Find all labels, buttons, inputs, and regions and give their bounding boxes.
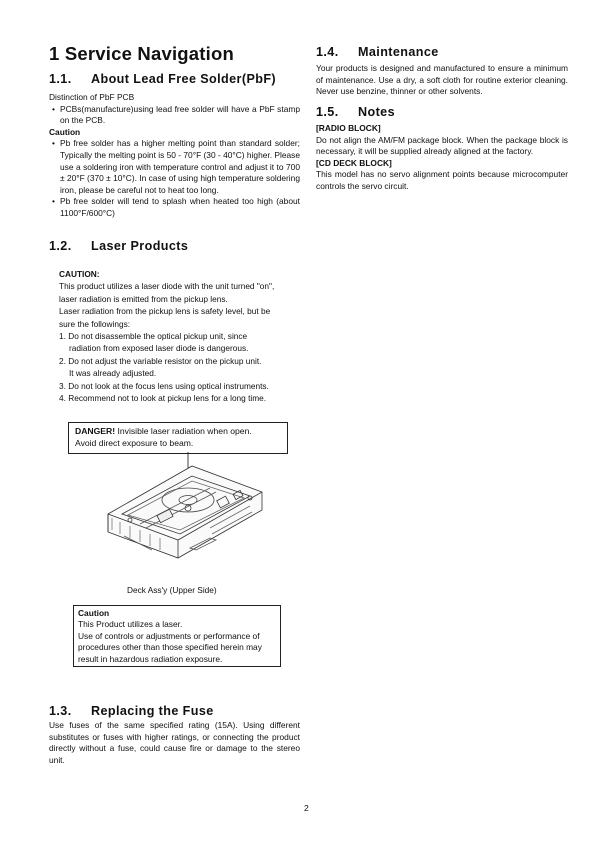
section-1-2-heading	[49, 239, 299, 253]
caution-box-title: Caution	[78, 608, 110, 618]
laser-line: 4. Recommend not to look at pickup lens for a long time.	[59, 393, 267, 404]
deck-assembly-illustration	[100, 452, 270, 577]
laser-line: This product utilizes a laser diode with the unit turned "on",	[59, 281, 275, 292]
laser-line: It was already adjusted.	[69, 368, 157, 379]
page-number: 2	[304, 803, 309, 813]
laser-line: 2. Do not adjust the variable resistor on the pickup unit.	[59, 355, 262, 366]
section-number: 1.2.	[49, 239, 72, 253]
section-1-1-body	[49, 92, 300, 220]
pbf-bullet-stamp: • PCBs(manufacture)using lead free solder will have a PbF stamp on the PCB.	[49, 104, 300, 127]
caution-label: Caution	[49, 126, 81, 137]
danger-label: DANGER!	[75, 426, 116, 436]
laser-line: sure the followings:	[59, 318, 131, 329]
caution-box-line: This Product utilizes a laser.	[78, 619, 183, 630]
danger-text-2: Avoid direct exposure to beam.	[75, 437, 194, 448]
section-title: About Lead Free Solder(PbF)	[91, 72, 277, 86]
danger-label-box	[68, 422, 288, 454]
radio-block-label: [RADIO BLOCK]	[316, 123, 381, 133]
maintenance-text: Your products is designed and manufactured to ensure a minimum of maintenance. Use a dry, a soft cloth for routine exterior cleaning. Never use benzine, thinner or other solvents.	[316, 63, 568, 97]
page-title: 1 Service Navigation	[49, 43, 234, 64]
notes-body	[316, 123, 568, 193]
caution-box-line: Use of controls or adjustments or performance of	[78, 630, 260, 641]
radio-block-text: Do not align the AM/FM package block. When the package block is necessary, it will be supplied already aligned at the factory.	[316, 134, 568, 157]
laser-caution-block	[59, 268, 304, 404]
section-title: Maintenance	[358, 45, 439, 59]
caution-box-line: result in hazardous radiation exposure.	[78, 653, 223, 664]
cd-deck-block-text: This model has no servo alignment points because microcomputer controls the servo circuit.	[316, 169, 568, 191]
section-title: Notes	[358, 105, 395, 119]
section-title: Replacing the Fuse	[91, 704, 214, 718]
danger-text: Invisible laser radiation when open.	[117, 426, 252, 436]
section-1-4-heading	[316, 45, 568, 59]
section-title: Laser Products	[91, 239, 189, 253]
pbf-bullet-melting: • Pb free solder has a higher melting point than standard solder; Typically the melting point is 50 - 70°F (30 - 40°C) higher. Please use a soldering iron with temperature control and adjust it to 700 ± 20°F (370 ± 10°C). In case of using high temperature soldering iron, please be careful not to heat too long.	[49, 138, 300, 196]
pbf-intro: Distinction of PbF PCB	[49, 92, 135, 102]
section-number: 1.1.	[49, 72, 72, 86]
caution-box	[73, 605, 281, 667]
laser-line: 3. Do not look at the focus lens using optical instruments.	[59, 380, 269, 391]
section-1-1-heading	[49, 72, 299, 86]
laser-line: Laser radiation from the pickup lens is safety level, but be	[59, 306, 271, 317]
section-number: 1.3.	[49, 704, 72, 718]
figure-caption: Deck Ass'y (Upper Side)	[127, 585, 217, 595]
fuse-text: Use fuses of the same specified rating (15A). Using different substitutes or fuses with higher ratings, or connecting the product directly without a fuse, could cause fire or damage to the stereo unit.	[49, 720, 300, 765]
laser-line: 1. Do not disassemble the optical pickup unit, since	[59, 331, 248, 342]
section-1-3-heading	[49, 704, 299, 718]
pbf-bullet-splash: • Pb free solder will tend to splash when heated too high (about 1100°F/600°C)	[49, 196, 300, 219]
section-number: 1.4.	[316, 45, 339, 59]
cd-deck-block-label: [CD DECK BLOCK]	[316, 157, 392, 168]
section-number: 1.5.	[316, 105, 339, 119]
laser-line: laser radiation is emitted from the pickup lens.	[59, 293, 228, 304]
laser-line: radiation from exposed laser diode is dangerous.	[69, 343, 249, 354]
laser-caution-label: CAUTION:	[59, 269, 100, 279]
caution-box-line: procedures other than those specified herein may	[78, 642, 262, 653]
section-1-5-heading	[316, 105, 568, 119]
